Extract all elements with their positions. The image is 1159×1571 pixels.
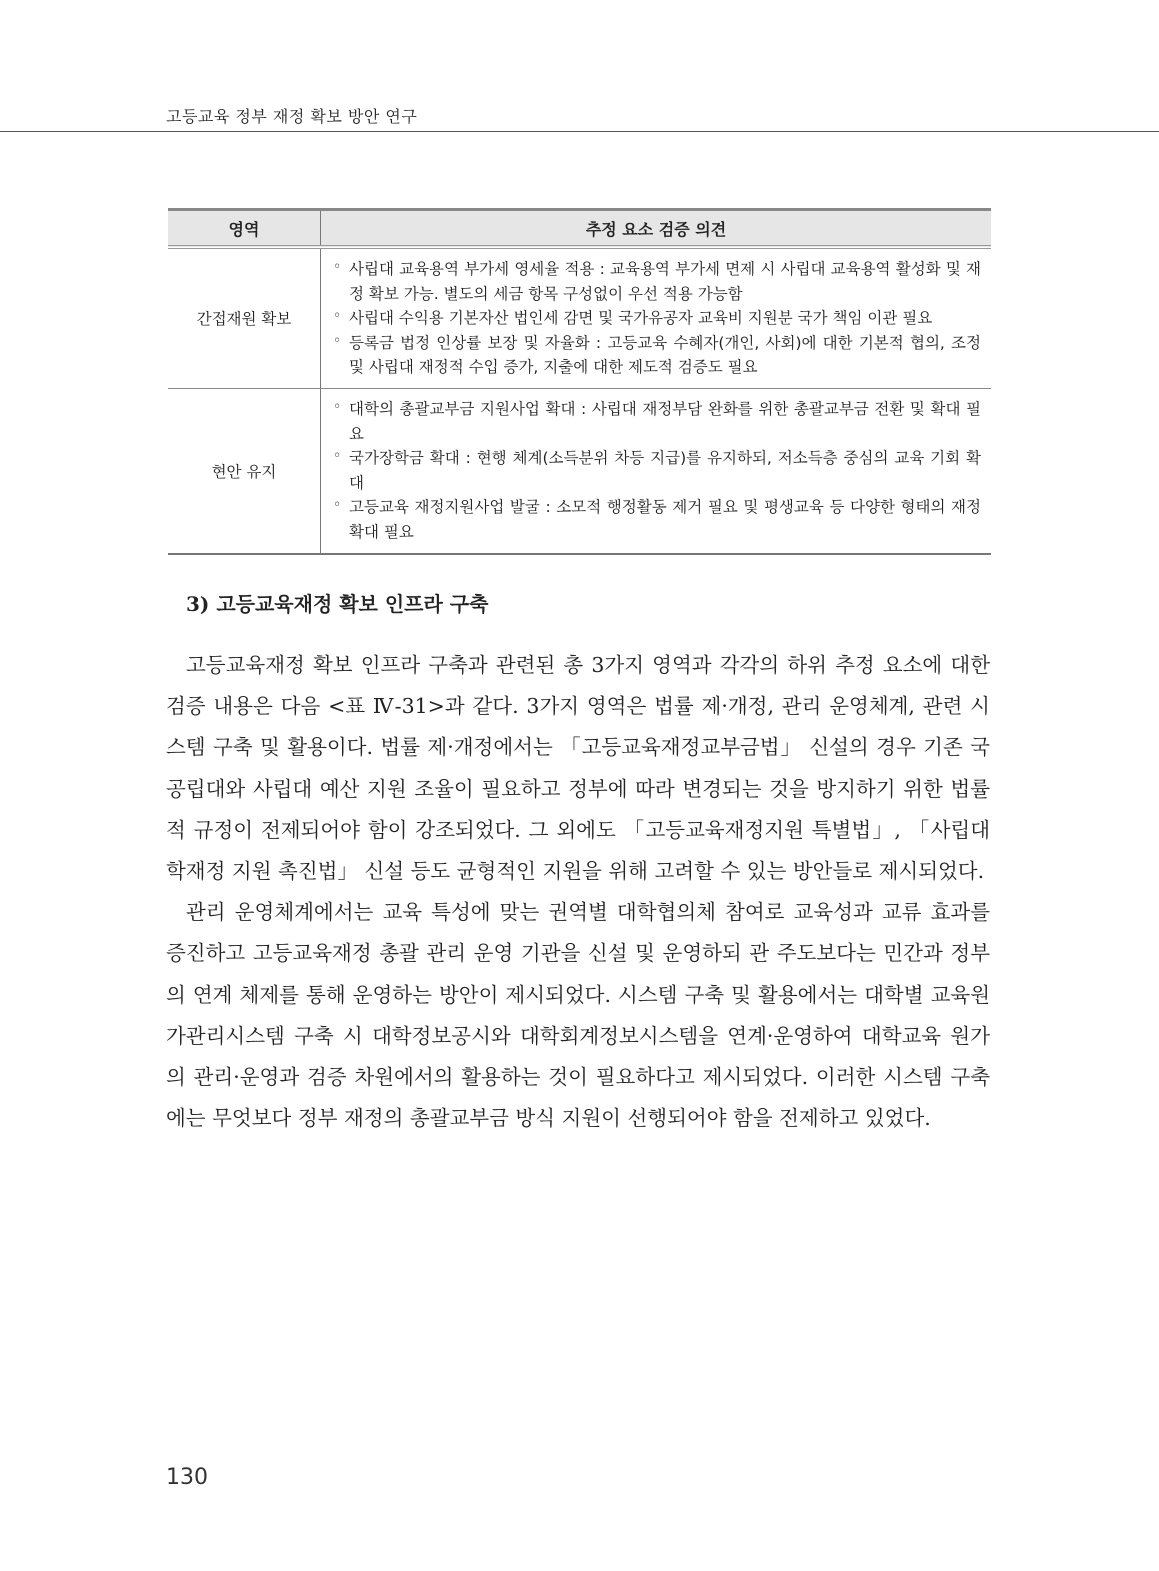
bullet-item: ◦ 고등교육 재정지원사업 발굴 : 소모적 행정활동 제거 필요 및 평생교육 등 다양한 형태의 재정 확대 필요 <box>331 495 981 544</box>
opinion-cell <box>321 388 992 554</box>
paragraph: 관리 운영체계에서는 교육 특성에 맞는 권역별 대학협의체 참여로 교육성과 교류 효과를 증진하고 고등교육재정 총괄 관리 운영 기관을 신설 및 운영하되 관 주도보다는 민간과 정부의 연계 체제를 통해 운영하는 방안이 제시되었다. 시스템 구축 및 활용에서는 대학별 교육원가관리시스템 구축 시 대학정보공시와 대학회계정보시스템을 연계·운영하여 대학교육 원가의 관리·운영과 검증 차원에서의 활용하는 것이 필요하다고 제시되었다. 이러한 시스템 구축에는 무엇보다 정부 재정의 총괄교부금 방식 지원이 선행되어야 함을 전제하고 있었다. <box>166 900 990 1131</box>
section-heading: 3) 고등교육재정 확보 인프라 구축 <box>186 592 489 616</box>
body-text <box>166 645 990 1139</box>
bullet-item: ◦ 등록금 법정 인상률 보장 및 자율화 : 고등교육 수혜자(개인, 사회)에 대한 기본적 협의, 조정 및 사립대 재정적 수입 증가, 지출에 대한 제도적 검증도 필요 <box>331 331 981 380</box>
header-opinion: 추정 요소 검증 의견 <box>321 210 992 248</box>
bullet-item: ◦ 사립대 수익용 기본자산 법인세 감면 및 국가유공자 교육비 지원분 국가 책임 이관 필요 <box>331 306 981 331</box>
area-cell: 현안 유지 <box>168 388 321 554</box>
header-rule <box>0 131 1159 132</box>
paragraph: 고등교육재정 확보 인프라 구축과 관련된 총 3가지 영역과 각각의 하위 추정 요소에 대한 검증 내용은 다음 <표 Ⅳ-31>과 같다. 3가지 영역은 법률 제·개정, 관리 운영체계, 관련 시스템 구축 및 활용이다. 법률 제·개정에서는 「고등교육재정교부금법」 신설의 경우 기존 국공립대와 사립대 예산 지원 조율이 필요하고 정부에 따라 변경되는 것을 방지하기 위한 법률적 규정이 전제되어야 함이 강조되었다. 그 외에도 「고등교육재정지원 특별법」, 「사립대학재정 지원 촉진법」 신설 등도 균형적인 지원을 위해 고려할 수 있는 방안들로 제시되었다. <box>166 653 990 884</box>
bullet-item: ◦ 대학의 총괄교부금 지원사업 확대 : 사립대 재정부담 완화를 위한 총괄교부금 전환 및 확대 필요 <box>331 397 981 446</box>
opinion-cell <box>321 247 992 388</box>
table-row <box>168 388 991 554</box>
verification-table <box>168 208 991 555</box>
bullet-item: ◦ 사립대 교육용역 부가세 영세율 적용 : 교육용역 부가세 면제 시 사립대 교육용역 활성화 및 재정 확보 가능. 별도의 세금 항목 구성없이 우선 적용 가능함 <box>331 257 981 306</box>
area-cell: 간접재원 확보 <box>168 247 321 388</box>
running-head: 고등교육 정부 재정 확보 방안 연구 <box>166 107 418 126</box>
page-number: 130 <box>166 1465 208 1490</box>
bullet-item: ◦ 국가장학금 확대 : 현행 체계(소득분위 차등 지급)를 유지하되, 저소득층 중심의 교육 기회 확대 <box>331 446 981 495</box>
table-row <box>168 247 991 388</box>
header-area: 영역 <box>168 210 321 248</box>
